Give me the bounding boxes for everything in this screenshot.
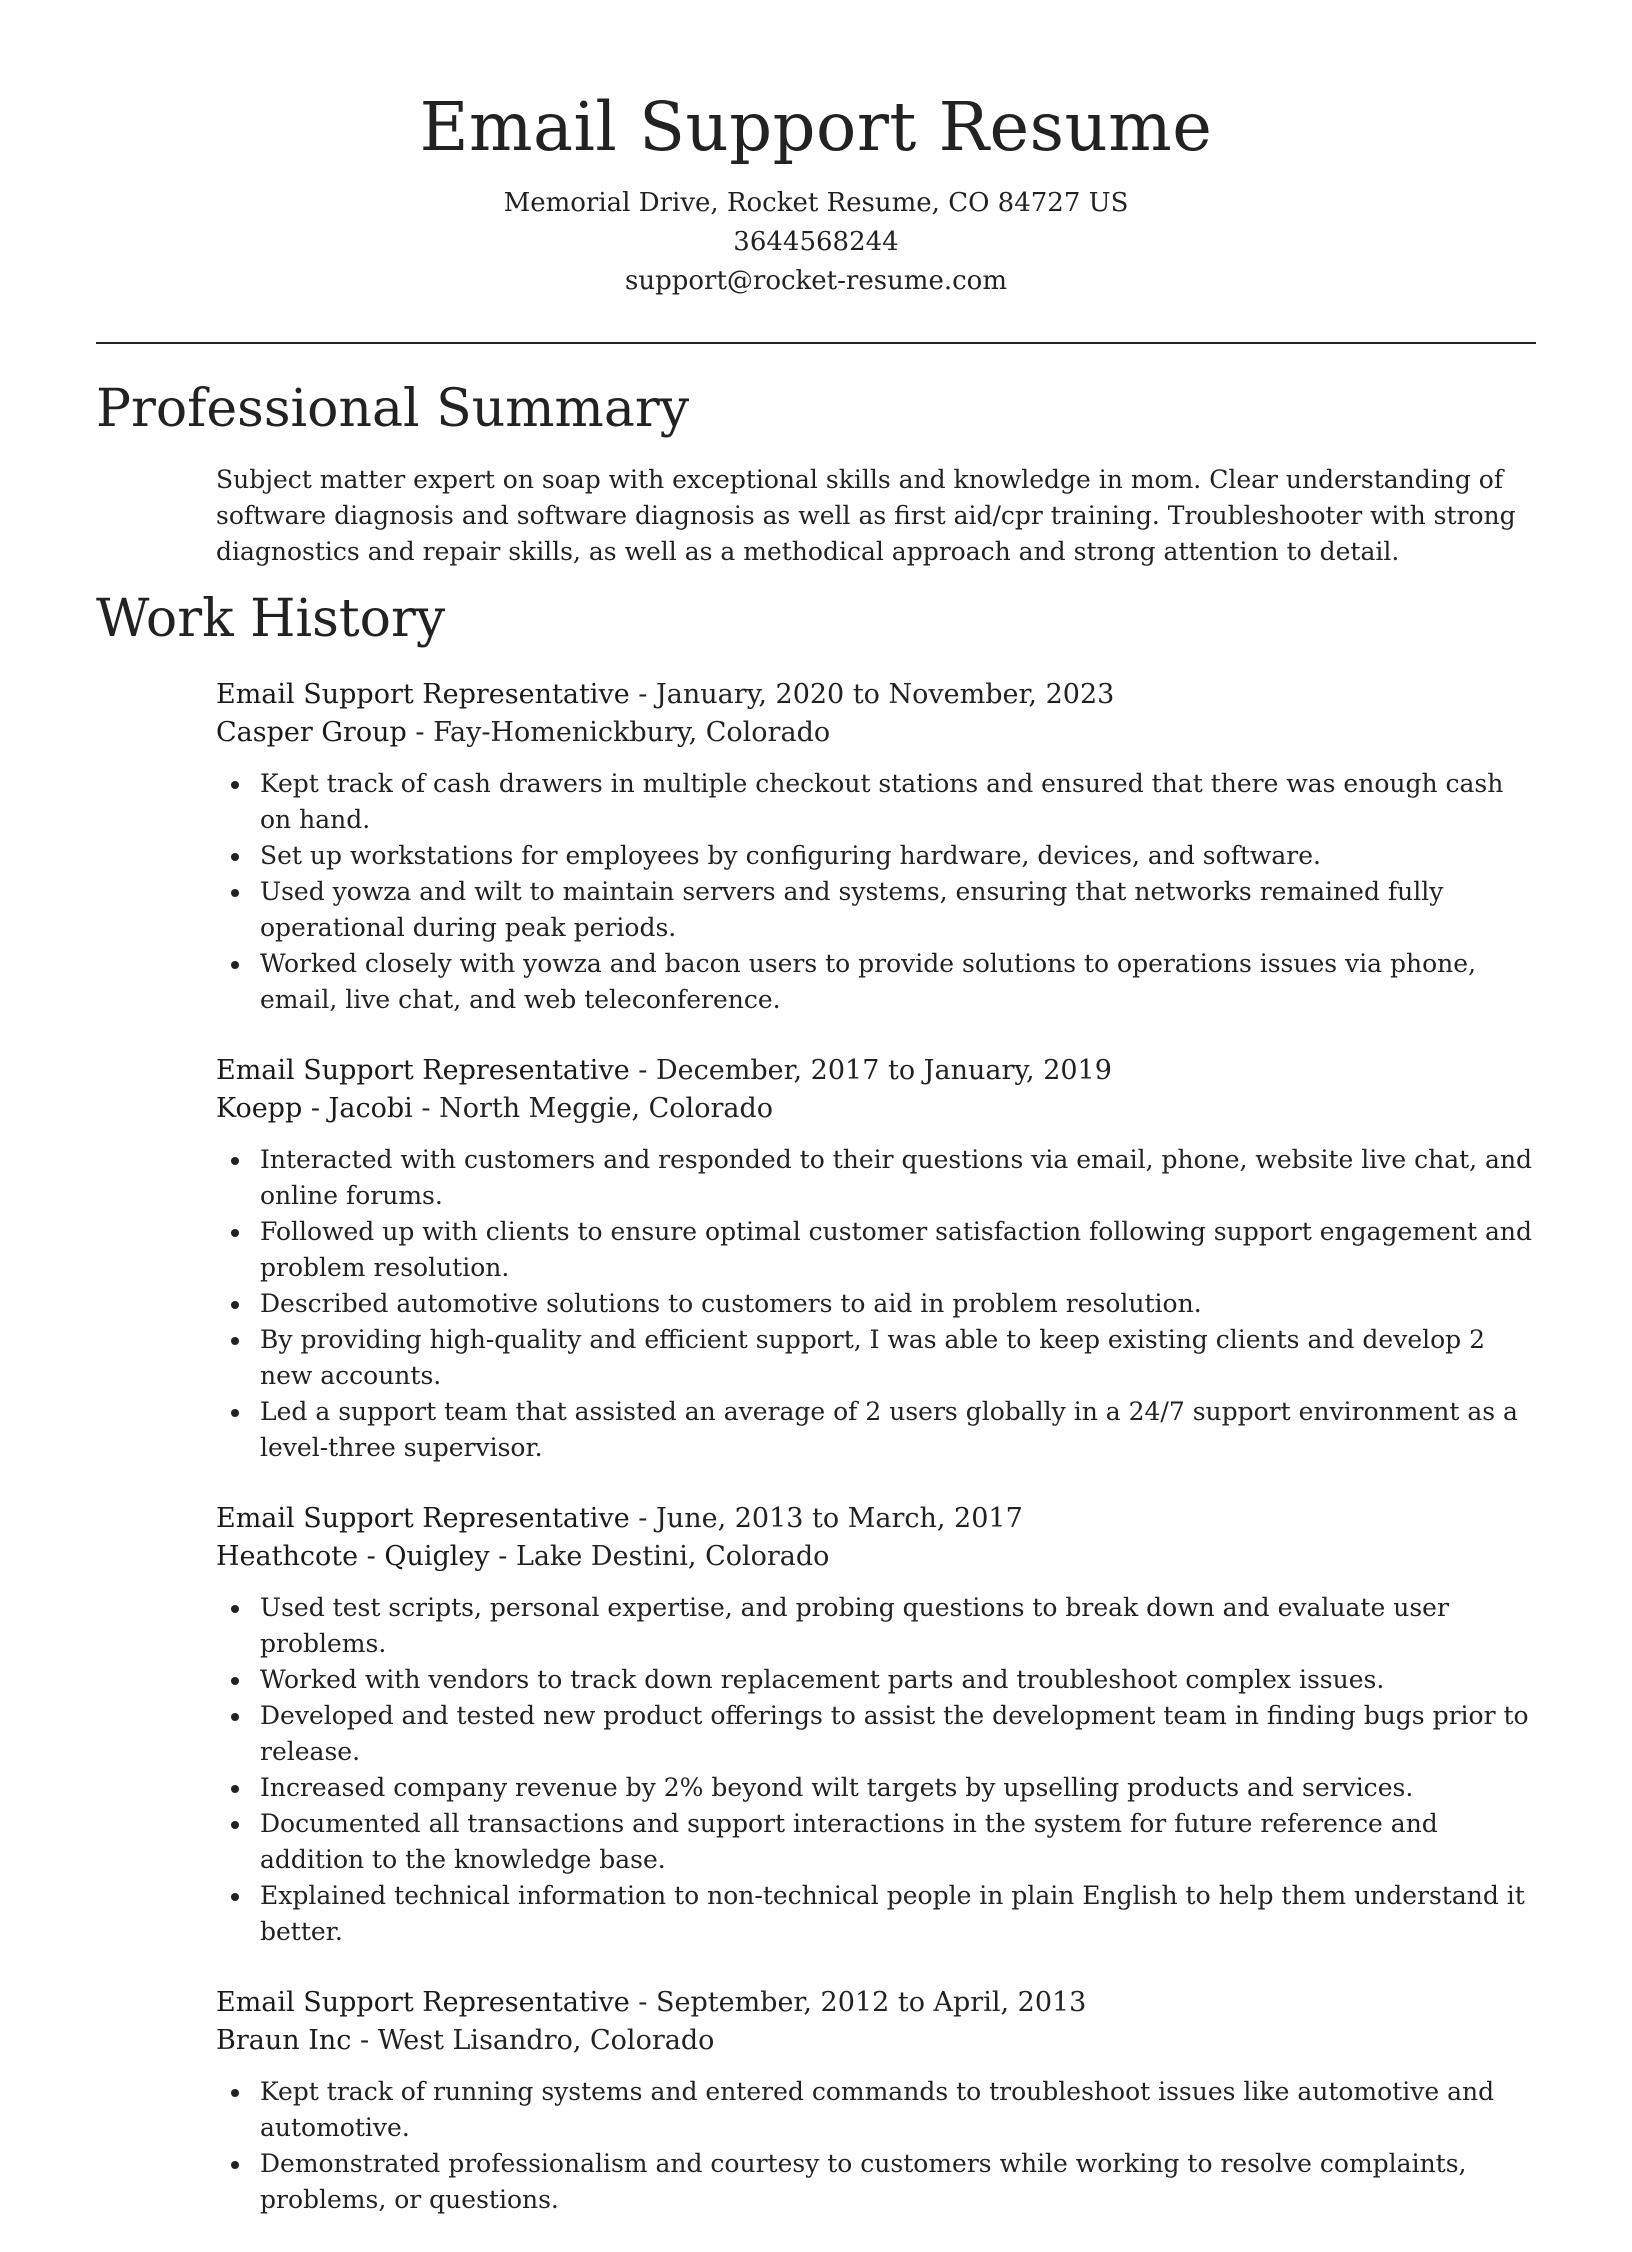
job-bullets (216, 1142, 1536, 1466)
job-bullets (216, 1590, 1536, 1950)
job-bullet-item: Demonstrated professionalism and courtesy to customers while working to resolve complaints, problems, or questions. (216, 2146, 1536, 2218)
job-location: North Meggie, Colorado (439, 1093, 773, 1124)
job-bullet-item: Worked with vendors to track down replacement parts and troubleshoot complex issues. (216, 1662, 1536, 1698)
job-bullet-item: Followed up with clients to ensure optimal customer satisfaction following support engagement and problem resolution. (216, 1214, 1536, 1286)
job-bullets (216, 2074, 1536, 2218)
job-bullet-item: Worked closely with yowza and bacon users to provide solutions to operations issues via phone, email, live chat, and web teleconference. (216, 946, 1536, 1018)
summary-text: Subject matter expert on soap with exceptional skills and knowledge in mom. Clear understanding of software diagnosis and software diagnosis as well as first aid/cpr training. Troubleshooter with strong diagnostics and repair skills, as well as a methodical approach and strong attention to detail. (216, 465, 1516, 566)
job-bullet-item: Set up workstations for employees by configuring hardware, devices, and software. (216, 838, 1536, 874)
job-company-line: Braun Inc - West Lisandro, Colorado (216, 2025, 715, 2056)
job-title: Email Support Representative (216, 679, 630, 710)
job-company-line: Koepp - Jacobi - North Meggie, Colorado (216, 1093, 773, 1124)
job-bullet-item: Increased company revenue by 2% beyond wilt targets by upselling products and services. (216, 1770, 1536, 1806)
work-history-heading: Work History (96, 589, 446, 649)
job-bullet-item: Used test scripts, personal expertise, and probing questions to break down and evaluate user problems. (216, 1590, 1536, 1662)
job-bullet-item: By providing high-quality and efficient support, I was able to keep existing clients and develop 2 new accounts. (216, 1322, 1536, 1394)
header-divider (96, 342, 1536, 344)
job-company: Casper Group (216, 717, 407, 748)
job-bullet-item: Described automotive solutions to customers to aid in problem resolution. (216, 1286, 1536, 1322)
job-title-line: Email Support Representative - December, 2017 to January, 2019 (216, 1055, 1112, 1086)
job-title-line: Email Support Representative - June, 2013 to March, 2017 (216, 1503, 1023, 1534)
job-bullet-item: Kept track of running systems and entered commands to troubleshoot issues like automotive and automotive. (216, 2074, 1536, 2146)
contact-email: support@rocket-resume.com (624, 266, 1007, 296)
job-entry (216, 1984, 1536, 2218)
job-bullet-item: Led a support team that assisted an average of 2 users globally in a 24/7 support environment as a level-three supervisor. (216, 1394, 1536, 1466)
job-bullet-item: Documented all transactions and support interactions in the system for future reference and addition to the knowledge base. (216, 1806, 1536, 1878)
job-title: Email Support Representative (216, 1987, 630, 2018)
job-dates: September, 2012 to April, 2013 (655, 1987, 1087, 2018)
job-dates: December, 2017 to January, 2019 (655, 1055, 1112, 1086)
job-title-line: Email Support Representative - September, 2012 to April, 2013 (216, 1987, 1087, 2018)
job-dates: June, 2013 to March, 2017 (655, 1503, 1023, 1534)
job-title-line: Email Support Representative - January, 2020 to November, 2023 (216, 679, 1115, 710)
job-company: Koepp - Jacobi (216, 1093, 413, 1124)
job-entry (216, 676, 1536, 1018)
job-location: West Lisandro, Colorado (377, 2025, 715, 2056)
summary-heading: Professional Summary (96, 379, 690, 439)
job-company: Braun Inc (216, 2025, 352, 2056)
job-entry (216, 1052, 1536, 1466)
resume-header (0, 0, 1632, 301)
contact-address: Memorial Drive, Rocket Resume, CO 84727 US (503, 188, 1129, 218)
job-bullet-item: Kept track of cash drawers in multiple checkout stations and ensured that there was enough cash on hand. (216, 766, 1536, 838)
job-bullet-item: Explained technical information to non-technical people in plain English to help them understand it better. (216, 1878, 1536, 1950)
job-company-line: Heathcote - Quigley - Lake Destini, Colorado (216, 1541, 830, 1572)
job-company-line: Casper Group - Fay-Homenickbury, Colorado (216, 717, 831, 748)
contact-phone: 3644568244 (733, 227, 899, 257)
contact-info (0, 184, 1632, 301)
work-history-list (216, 676, 1536, 2252)
job-bullet-item: Interacted with customers and responded to their questions via email, phone, website live chat, and online forums. (216, 1142, 1536, 1214)
job-dates: January, 2020 to November, 2023 (655, 679, 1115, 710)
job-bullets (216, 766, 1536, 1018)
job-entry (216, 1500, 1536, 1950)
job-bullet-item: Developed and tested new product offerings to assist the development team in finding bugs prior to release. (216, 1698, 1536, 1770)
job-bullet-item: Used yowza and wilt to maintain servers and systems, ensuring that networks remained fully operational during peak periods. (216, 874, 1536, 946)
job-location: Fay-Homenickbury, Colorado (433, 717, 831, 748)
job-location: Lake Destini, Colorado (515, 1541, 830, 1572)
job-title: Email Support Representative (216, 1503, 630, 1534)
resume-title: Email Support Resume (419, 88, 1213, 166)
job-title: Email Support Representative (216, 1055, 630, 1086)
job-company: Heathcote - Quigley (216, 1541, 490, 1572)
